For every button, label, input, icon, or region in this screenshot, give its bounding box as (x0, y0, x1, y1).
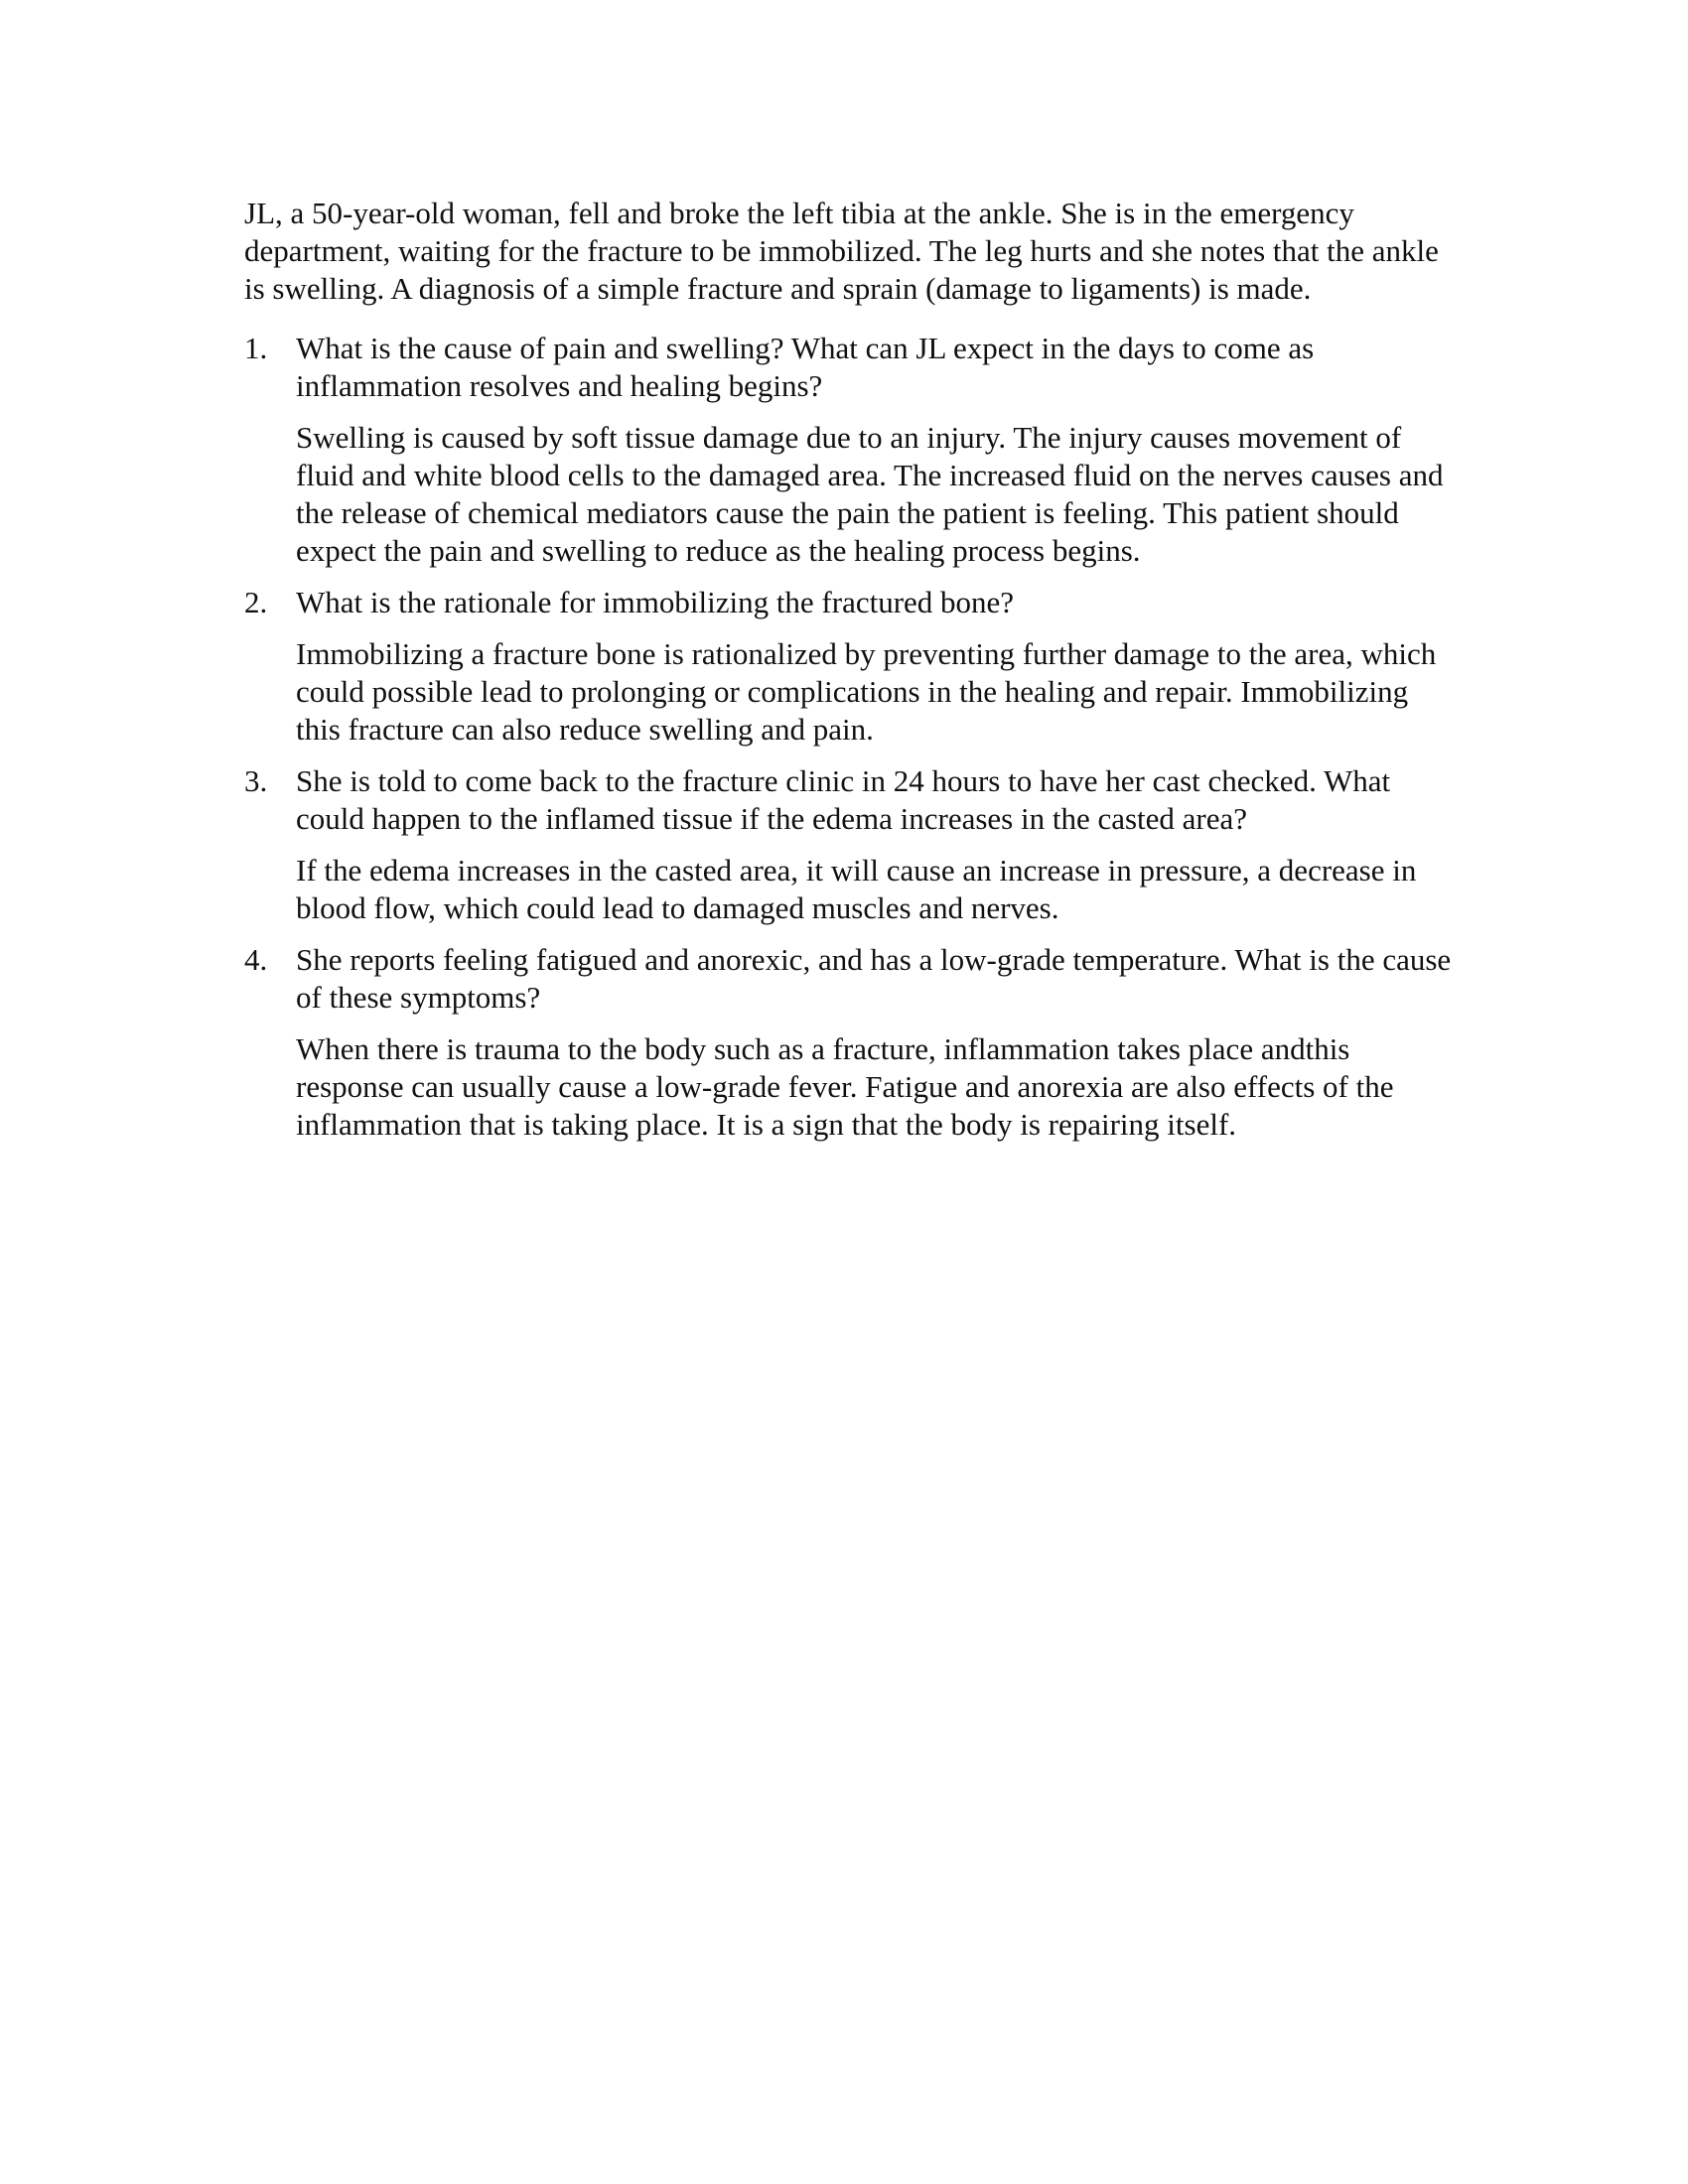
answer-text: When there is trauma to the body such as a fracture, inflammation takes place andthis response can usually cause a low-grade fever. Fatigue and anorexia are also effects of the inflammation that is taking place. It is a sign that the body is repairing itself. (296, 1031, 1394, 1142)
answer-text: Swelling is caused by soft tissue damage due to an injury. The injury causes movement of fluid and white blood cells to the damaged area. The increased fluid on the nerves causes and the release of chemical mediators cause the pain the patient is feeling. This patient should expect the pain and swelling to reduce as the healing process begins. (296, 420, 1444, 568)
list-item (244, 941, 1456, 1144)
item-body (296, 941, 1456, 1144)
item-number: 2. (244, 585, 268, 619)
list-item (244, 584, 1456, 749)
item-body (296, 584, 1456, 749)
question-list (244, 330, 1456, 1144)
question-text: What is the cause of pain and swelling? What can JL expect in the days to come as inflammation resolves and healing begins? (296, 331, 1315, 403)
item-body (296, 762, 1456, 927)
question-text: She is told to come back to the fracture clinic in 24 hours to have her cast checked. What could happen to the inflamed tissue if the edema increases in the casted area? (296, 763, 1391, 836)
list-item (244, 762, 1456, 927)
document-page (244, 195, 1456, 1158)
answer-text: Immobilizing a fracture bone is rationalized by preventing further damage to the area, which could possible lead to prolonging or complications in the healing and repair. Immobilizing this fracture can also reduce swelling and pain. (296, 636, 1437, 747)
answer-text: If the edema increases in the casted area, it will cause an increase in pressure, a decrease in blood flow, which could lead to damaged muscles and nerves. (296, 853, 1417, 925)
case-intro: JL, a 50-year-old woman, fell and broke the left tibia at the ankle. She is in the emergency department, waiting for the fracture to be immobilized. The leg hurts and she notes that the ankle is swelling. A diagnosis of a simple fracture and sprain (damage to ligaments) is made. (244, 196, 1439, 306)
item-body (296, 330, 1456, 570)
item-number: 3. (244, 763, 268, 798)
item-number: 4. (244, 942, 268, 977)
list-item (244, 330, 1456, 570)
question-text: She reports feeling fatigued and anorexic, and has a low-grade temperature. What is the cause of these symptoms? (296, 942, 1452, 1015)
question-text: What is the rationale for immobilizing the fractured bone? (296, 585, 1015, 619)
item-number: 1. (244, 331, 268, 365)
